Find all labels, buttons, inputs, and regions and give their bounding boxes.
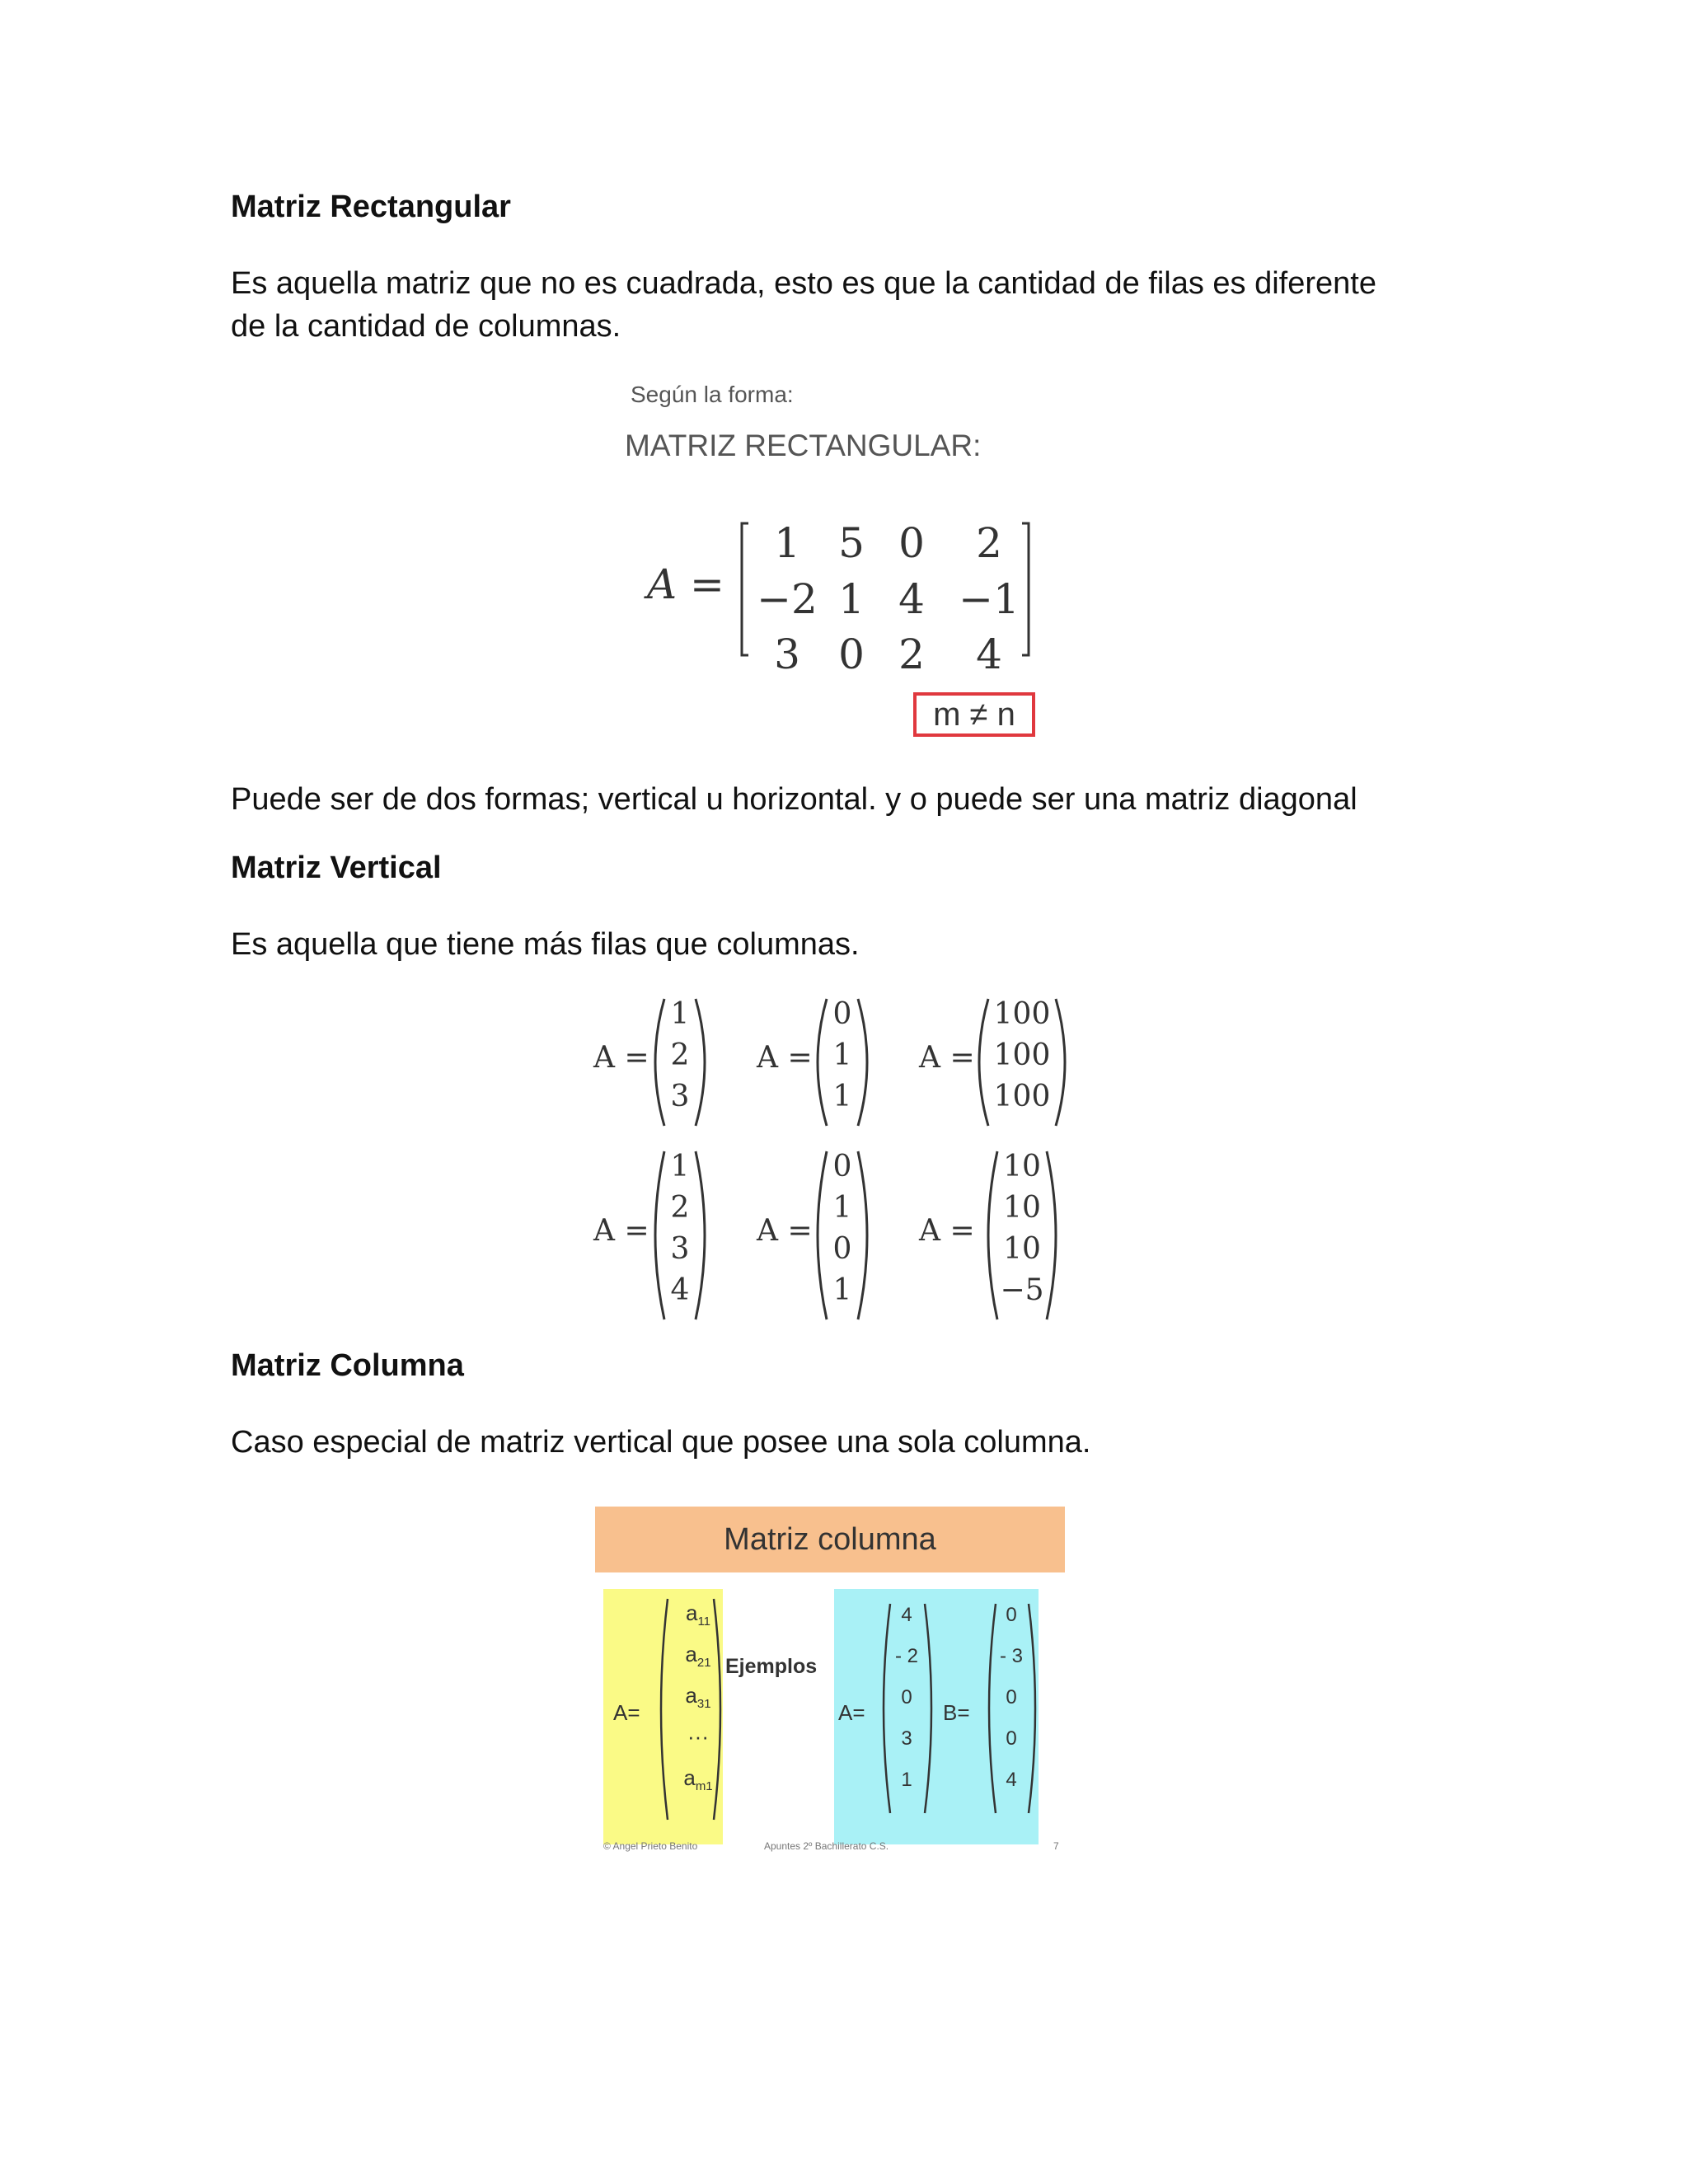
matrix-lhs: A = [647, 560, 724, 608]
section-title-vertical: Matriz Vertical [231, 851, 442, 885]
vertical-matrix-cell: 0 [832, 1232, 852, 1266]
example-b-lhs: B= [943, 1700, 970, 1725]
figure-subtitle: Según la forma: [631, 382, 794, 407]
generic-matrix-element [661, 1642, 735, 1670]
paragraph-rectangular-line-2: de la cantidad de columnas. [231, 309, 621, 344]
matrix-cell: 2 [976, 519, 1002, 567]
dimension-note-box: m ≠ n [913, 692, 1035, 737]
footer-author: © Angel Prieto Benito [603, 1840, 698, 1852]
element-letter: a [685, 1683, 697, 1708]
vertical-matrix-cell: 100 [993, 1038, 1051, 1072]
vertical-matrix-cell: 100 [993, 1080, 1051, 1113]
example-a-element: 4 [901, 1604, 912, 1626]
vertical-matrix-cell: 3 [670, 1232, 690, 1266]
vertical-matrix-cell: 2 [670, 1038, 690, 1072]
vertical-matrix-lhs: A = [593, 1214, 649, 1248]
generic-matrix-element [661, 1724, 735, 1750]
vertical-matrix-cell: 3 [670, 1080, 690, 1113]
vertical-matrix-cell: 0 [832, 1150, 852, 1183]
section-title-rectangular: Matriz Rectangular [231, 190, 511, 224]
example-a-element: - 2 [894, 1645, 918, 1667]
example-a-element: 0 [901, 1686, 912, 1708]
vertical-matrix-cell: 10 [1003, 1232, 1041, 1266]
matrix-cell: 1 [838, 575, 865, 623]
matrix-cell: 2 [898, 630, 925, 678]
element-subscript: 11 [697, 1615, 711, 1629]
matrix-cell: −1 [959, 575, 1020, 623]
example-b-element: 0 [1006, 1727, 1017, 1750]
vertical-matrix-cell: 0 [832, 997, 852, 1031]
generic-matrix-element [661, 1683, 735, 1711]
vertical-matrix-cell: 100 [993, 997, 1051, 1031]
paragraph-rectangular-line-1: Es aquella matriz que no es cuadrada, esto es que la cantidad de filas es diferente [231, 266, 1376, 301]
generic-matrix-element [661, 1765, 735, 1793]
vertical-matrix-lhs: A = [919, 1214, 975, 1248]
matrix-cell: 5 [838, 519, 865, 567]
generic-matrix-element [661, 1601, 735, 1629]
vertical-matrix-cell: 4 [670, 1273, 690, 1307]
example-a-lhs: A= [838, 1700, 865, 1725]
examples-label: Ejemplos [725, 1655, 818, 1678]
vertical-matrix-lhs: A = [593, 1041, 649, 1075]
example-b-element: 4 [1006, 1769, 1017, 1791]
footer-page-number: 7 [1053, 1840, 1059, 1852]
example-b-element: 0 [1006, 1686, 1017, 1708]
vertical-matrix-lhs: A = [757, 1214, 813, 1248]
vertical-matrix-cell: 1 [832, 1191, 852, 1225]
generic-lhs: A= [613, 1700, 640, 1725]
matrix-cell: 3 [774, 630, 800, 678]
element-letter: ··· [687, 1724, 709, 1749]
example-b-element: - 3 [999, 1645, 1023, 1667]
matrix-cell: 1 [774, 519, 800, 567]
element-letter: a [685, 1601, 698, 1625]
footer-course: Apuntes 2º Bachillerato C.S. [764, 1840, 889, 1852]
element-subscript: 31 [696, 1697, 711, 1712]
element-letter: a [685, 1642, 697, 1666]
vertical-matrix-lhs: A = [757, 1041, 813, 1075]
paragraph-vertical: Es aquella que tiene más filas que columnas. [231, 927, 860, 962]
example-a-element: 3 [901, 1727, 912, 1750]
figure-title: MATRIZ RECTANGULAR: [625, 429, 982, 462]
vertical-matrix-cell: −5 [1000, 1273, 1044, 1307]
vertical-matrix-cell: 10 [1003, 1150, 1041, 1183]
vertical-matrix-cell: 1 [670, 1150, 690, 1183]
vertical-matrix-lhs: A = [919, 1041, 975, 1075]
matrix-cell: 0 [838, 630, 865, 678]
vertical-matrix-cell: 1 [832, 1038, 852, 1072]
vertical-matrix-cell: 2 [670, 1191, 690, 1225]
figure-rectangular-matrix [610, 375, 1071, 754]
matrix-cell: −2 [757, 575, 818, 623]
section-title-column: Matriz Columna [231, 1348, 464, 1383]
example-b-element: 0 [1006, 1604, 1017, 1626]
figure-vertical-matrices [577, 989, 1104, 1327]
example-a-element: 1 [901, 1769, 912, 1791]
vertical-matrix-cell: 1 [670, 997, 690, 1031]
element-subscript: 21 [696, 1656, 711, 1671]
column-matrix-header: Matriz columna [595, 1507, 1065, 1572]
paragraph-column: Caso especial de matriz vertical que posee una sola columna. [231, 1425, 1091, 1460]
vertical-matrix-cell: 1 [832, 1080, 852, 1113]
matrix-cell: 4 [976, 630, 1002, 678]
paragraph-between: Puede ser de dos formas; vertical u horizontal. y o puede ser una matriz diagonal [231, 782, 1357, 817]
vertical-matrix-cell: 1 [832, 1273, 852, 1307]
figure-column-matrix [595, 1507, 1065, 1869]
matrix-cell: 0 [898, 519, 925, 567]
vertical-matrix-cell: 10 [1003, 1191, 1041, 1225]
matrix-cell: 4 [898, 575, 925, 623]
element-subscript: m1 [695, 1779, 713, 1794]
element-letter: a [683, 1765, 696, 1790]
